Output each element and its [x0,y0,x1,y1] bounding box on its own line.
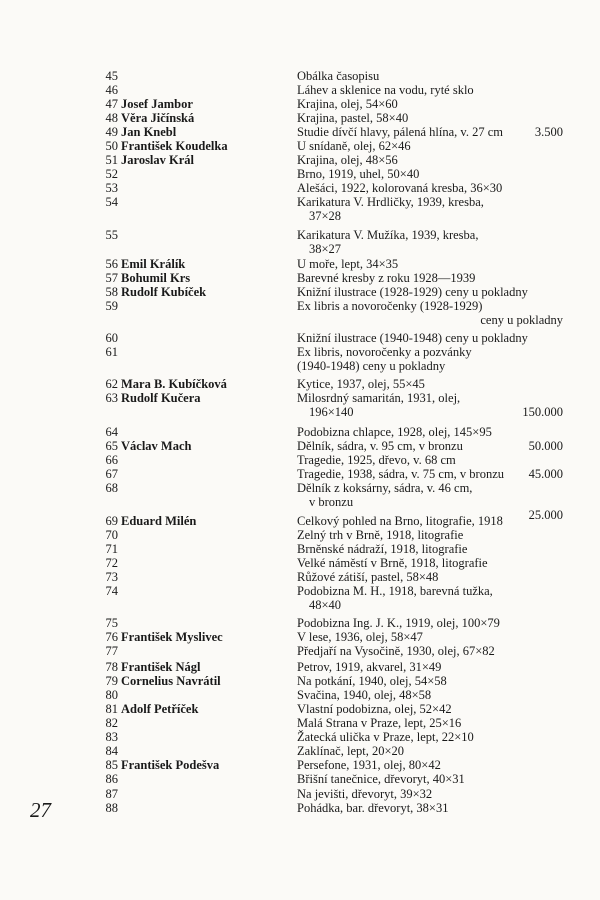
entry-description-line: Knižní ilustrace (1928-1929) ceny u pokladny [297,285,528,299]
entry-number: 59 [105,299,118,313]
entry-description [297,229,567,256]
entry-description-line: Na jevišti, dřevoryt, 39×32 [297,787,433,801]
entry-description [297,703,567,717]
entry-number: 46 [105,83,118,97]
entry-description [297,515,567,529]
entry-description [297,788,567,802]
entry-description-line: 37×28 [309,208,342,223]
entry-description-line: Petrov, 1919, akvarel, 31×49 [297,660,442,674]
entry-number: 75 [105,616,118,630]
entry-description [297,272,567,286]
entry-description [297,557,567,571]
entry-description-line: Alešáci, 1922, kolorovaná kresba, 36×30 [297,181,503,195]
entry-description [297,84,567,98]
entry-number: 71 [105,542,118,556]
entry-number: 53 [105,181,118,195]
entry-artist: František Koudelka [121,139,228,153]
entry-description [297,154,567,168]
entry-description-line: Podobizna Ing. J. K., 1919, olej, 100×79 [297,616,500,630]
entry-description-line: Velké náměstí v Brně, 1918, litografie [297,556,488,570]
entry-description [297,617,567,631]
entry-description-line: Knižní ilustrace (1940-1948) ceny u pokladny [297,331,528,345]
entry-description-line: Dělník, sádra, v. 95 cm, v bronzu 50.000 [297,439,563,453]
entry-description-line: Tragedie, 1938, sádra, v. 75 cm, v bronzu 45.000 [297,467,563,481]
entry-number: 52 [105,167,118,181]
entry-number: 60 [105,331,118,345]
entry-description-line: (1940-1948) ceny u pokladny [297,358,446,373]
entry-description-line: Barevné kresby z roku 1928—1939 [297,271,476,285]
entry-number: 87 [105,787,118,801]
entry-description [297,745,567,759]
entry-artist: Bohumil Krs [121,271,191,285]
entry-description-line: U snídaně, olej, 62×46 [297,139,411,153]
entry-description [297,426,567,440]
entry-number: 70 [105,528,118,542]
entry-artist: Cornelius Navrátil [121,674,221,688]
entry-number: 82 [105,716,118,730]
entry-description [297,661,567,675]
entry-description-line: 48×40 [309,597,342,612]
entry-description-line: Brno, 1919, uhel, 50×40 [297,167,420,181]
page-number: 27 [30,798,51,822]
entry-description [297,802,567,816]
entry-price: 3.500 [534,125,563,139]
entry-number: 56 [105,257,118,271]
entry-description [297,332,567,346]
entry-number: 51 [105,153,118,167]
entry-number: 80 [105,688,118,702]
entry-number: 65 [105,439,118,453]
entry-description [297,182,567,196]
entry-description-line: Karikatura V. Mužíka, 1939, kresba, [297,228,479,242]
entry-number: 62 [105,377,118,391]
entry-artist: František Nágl [121,660,201,674]
entry-description-line: Persefone, 1931, olej, 80×42 [297,758,441,772]
entry-description [297,98,567,112]
entry-description [297,585,567,612]
entry-number: 47 [105,97,118,111]
entry-description-line: Milosrdný samaritán, 1931, olej, [297,391,461,405]
entry-description-line: Tragedie, 1925, dřevo, v. 68 cm [297,453,456,467]
entry-number: 72 [105,556,118,570]
entry-price: 150.000 [522,404,563,419]
entry-description-line: Zaklínač, lept, 20×20 [297,744,405,758]
entry-description-line: Kytice, 1937, olej, 55×45 [297,377,425,391]
entry-description-line: Láhev a sklenice na vodu, ryté sklo [297,83,474,97]
entry-number: 76 [105,630,118,644]
entry-number: 68 [105,481,118,495]
entry-number: 61 [105,345,118,359]
entry-description-line: Malá Strana v Praze, lept, 25×16 [297,716,462,730]
entry-description-line: Obálka časopisu [297,69,380,83]
entry-artist: Eduard Milén [121,514,197,528]
entry-artist: Jaroslav Král [121,153,195,167]
entry-artist: František Myslivec [121,630,223,644]
entry-number: 45 [105,69,118,83]
entry-description [297,631,567,645]
entry-description-line: ceny u pokladny [480,312,563,327]
entry-artist: Rudolf Kubíček [121,285,207,299]
entry-number: 83 [105,730,118,744]
entry-description-line: Zelný trh v Brně, 1918, litografie [297,528,464,542]
entry-artist: František Podešva [121,758,220,772]
entry-artist: Emil Králík [121,257,186,271]
entry-number: 66 [105,453,118,467]
entry-description-line: Růžové zátiší, pastel, 58×48 [297,570,439,584]
entry-price: 45.000 [528,467,563,481]
entry-description-line: Podobizna M. H., 1918, barevná tužka, [297,584,493,598]
entry-description-line: U moře, lept, 34×35 [297,257,399,271]
entry-description-line: Krajina, pastel, 58×40 [297,111,409,125]
entry-description-line: Krajina, olej, 54×60 [297,97,398,111]
entry-description [297,392,567,419]
entry-description-line: Žatecká ulička v Praze, lept, 22×10 [297,730,474,744]
entry-description-line: Ex libris a novoročenky (1928-1929) [297,299,483,313]
entry-number: 85 [105,758,118,772]
entry-description [297,571,567,585]
entry-description-line: Na potkání, 1940, olej, 54×58 [297,674,447,688]
entry-description [297,112,567,126]
entry-description [297,543,567,557]
entry-description [297,258,567,272]
entry-description [297,168,567,182]
entry-price: 50.000 [528,439,563,453]
entry-artist: Mara B. Kubíčková [121,377,227,391]
entry-description-line: v bronzu [309,494,354,509]
entry-number: 48 [105,111,118,125]
entry-number: 79 [105,674,118,688]
entry-description [297,773,567,787]
entry-description [297,196,567,223]
entry-description-line: Studie dívčí hlavy, pálená hlína, v. 27 cm 3.500 [297,125,563,139]
entry-number: 67 [105,467,118,481]
entry-description [297,70,567,84]
entry-description [297,689,567,703]
entry-description-line: V lese, 1936, olej, 58×47 [297,630,423,644]
entry-number: 58 [105,285,118,299]
entry-description [297,140,567,154]
entry-artist: Jan Knebl [121,125,177,139]
entry-number: 73 [105,570,118,584]
entry-number: 81 [105,702,118,716]
entry-number: 74 [105,584,118,598]
entry-description [297,717,567,731]
entry-number: 86 [105,772,118,786]
entry-description [297,759,567,773]
entry-description-line: Břišní tanečnice, dřevoryt, 40×31 [297,772,465,786]
entry-price: 25.000 [528,508,563,523]
entry-number: 69 [105,514,118,528]
entry-description-line: 38×27 [309,241,342,256]
entry-description-line: Ex libris, novoročenky a pozvánky [297,345,472,359]
entry-description-line: Celkový pohled na Brno, litografie, 1918 [297,514,503,528]
entry-artist: Rudolf Kučera [121,391,201,405]
entry-description [297,300,567,327]
entry-description [297,675,567,689]
entry-description-line: Podobizna chlapce, 1928, olej, 145×95 [297,425,492,439]
entry-description [297,529,567,543]
entry-description-line: Svačina, 1940, olej, 48×58 [297,688,432,702]
entry-artist: Věra Jičínská [121,111,195,125]
entry-description-line: Brněnské nádraží, 1918, litografie [297,542,468,556]
entry-description-line: 196×140 150.000 [297,406,567,420]
entry-description [297,126,567,140]
entry-number: 77 [105,644,118,658]
entry-number: 54 [105,195,118,209]
entry-number: 78 [105,660,118,674]
entry-number: 49 [105,125,118,139]
entry-number: 57 [105,271,118,285]
entry-description [297,286,567,300]
entry-description-line: Krajina, olej, 48×56 [297,153,398,167]
entry-description [297,440,567,454]
entry-description-line: Dělník z koksárny, sádra, v. 46 cm, [297,481,473,495]
entry-description-line: Karikatura V. Hrdličky, 1939, kresba, [297,195,484,209]
entry-description [297,468,567,482]
entry-description-line: Vlastní podobizna, olej, 52×42 [297,702,452,716]
entry-description [297,731,567,745]
entry-number: 64 [105,425,118,439]
entry-number: 55 [105,228,118,242]
entry-artist: Adolf Petříček [121,702,199,716]
entry-description [297,346,567,373]
entry-number: 84 [105,744,118,758]
entry-number: 63 [105,391,118,405]
entry-description [297,645,567,659]
entry-number: 50 [105,139,118,153]
entry-description [297,378,567,392]
entry-description [297,454,567,468]
entry-description-line: Pohádka, bar. dřevoryt, 38×31 [297,801,449,815]
entry-number: 88 [105,801,118,815]
entry-artist: Josef Jambor [121,97,193,111]
entry-description-line: Předjaří na Vysočině, 1930, olej, 67×82 [297,644,495,658]
entry-artist: Václav Mach [121,439,192,453]
